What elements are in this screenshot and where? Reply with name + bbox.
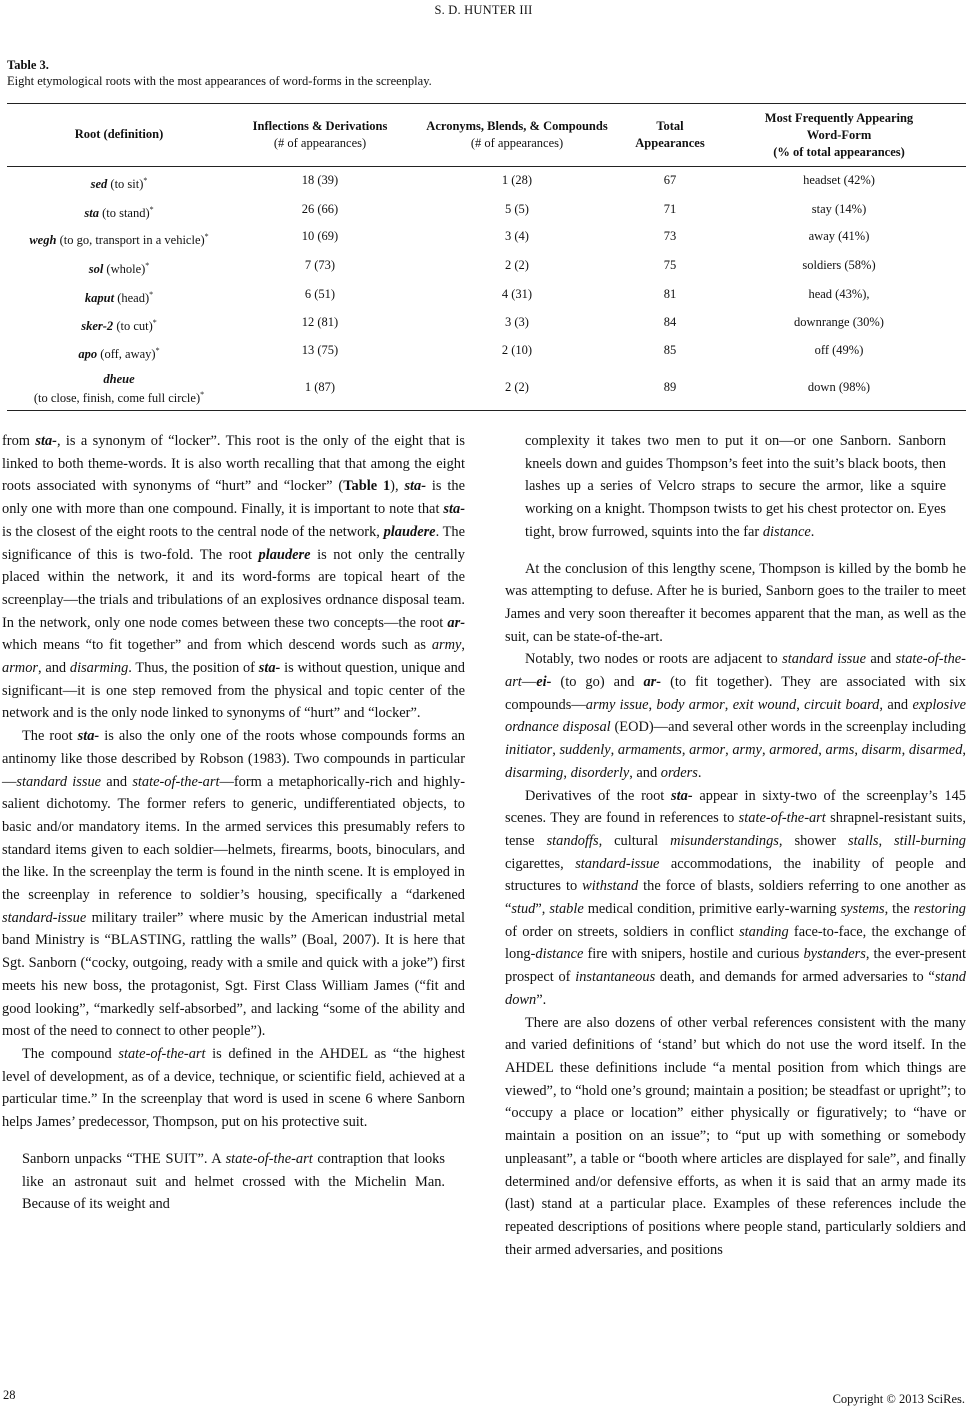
cell-most-frequent: down (98%) <box>807 380 871 394</box>
cell-compounds: 2 (10) <box>501 343 533 357</box>
header-acronyms-line2: (# of appearances) <box>470 136 564 150</box>
footnote-mark: * <box>149 290 154 299</box>
cell-inflections: 7 (73) <box>304 258 336 272</box>
root-term: sta <box>84 206 99 221</box>
header-most-line3: (% of total appearances) <box>773 145 905 159</box>
cell-compounds: 1 (28) <box>501 173 533 187</box>
table-rule-bottom <box>7 410 966 411</box>
table-rule-top <box>7 103 966 104</box>
cell-inflections: 13 (75) <box>301 343 339 357</box>
footnote-mark: * <box>145 261 150 270</box>
root-definition: (whole) <box>103 262 146 277</box>
root-term: wegh <box>29 233 57 248</box>
root-definition: (head) <box>114 291 150 306</box>
cell-inflections: 12 (81) <box>301 315 339 329</box>
header-acronyms-line1: Acronyms, Blends, & Compounds <box>426 119 608 133</box>
header-total <box>624 118 716 152</box>
header-most-line2: Word-Form <box>806 128 872 142</box>
cell-compounds: 5 (5) <box>505 202 529 216</box>
cell-total: 73 <box>663 229 677 243</box>
cell-most-frequent: headset (42%) <box>803 173 875 187</box>
cell-inflections: 18 (39) <box>301 173 339 187</box>
cell-root <box>7 315 231 334</box>
right-block-quote: complexity it takes two men to put it on—or one Sanborn. Sanborn kneels down and guides Thompson’s feet into the suit’s black boots, then lashes up a series of Velcro straps to secure the armor, like a squire working on a knight. Thompson twists to get his chest protector on. Eyes tight, brow furrowed, squints into the far distance. <box>525 433 946 540</box>
footnote-mark: * <box>204 232 209 241</box>
cell-total: 71 <box>663 202 677 216</box>
cell-root <box>7 202 231 221</box>
footnote-mark: * <box>200 390 205 399</box>
root-term: kaput <box>84 291 115 306</box>
left-column <box>2 430 465 1216</box>
table-rule-mid <box>7 166 966 167</box>
root-term: sol <box>88 262 104 277</box>
cell-total: 85 <box>663 343 677 357</box>
cell-total: 84 <box>663 315 677 329</box>
header-most-frequent <box>712 110 966 161</box>
root-definition: (to sit) <box>107 177 144 192</box>
right-paragraph-3: Derivatives of the root sta- appear in sixty-two of the screenplay’s 145 scenes. They are found in references to state-of-the-art shrapnel-resistant suits, tense standoffs, cultural misunderstandings, shower stalls, still-burning cigarettes, standard-issue accommodations, the inability of people and structures to withstand the force of blasts, soldiers referring to one another as “stud”, stable medical condition, primitive early-warning systems, the restoring of order on streets, soldiers in conflict standing face-to-face, the exchange of long-distance fire with snipers, hostile and curious bystanders, the ever-present prospect of instantaneous death, and demands for armed adversaries to “stand down”. <box>505 787 967 1008</box>
cell-total: 67 <box>663 173 677 187</box>
cell-root <box>7 229 231 248</box>
header-inflections-line2: (# of appearances) <box>273 136 367 150</box>
footnote-mark: * <box>152 318 157 327</box>
root-term: sker-2 <box>81 319 114 334</box>
left-paragraph-3: The compound state-of-the-art is defined in the AHDEL as “the highest level of development, as of a device, technique, or scientific field, achieved at a particular time.” In the screenplay that word is used in scene 6 where Sanborn helps James’ predecessor, Thompson, put on his protective suit. <box>2 1045 465 1131</box>
cell-root <box>7 287 231 306</box>
cell-most-frequent: away (41%) <box>808 229 870 243</box>
header-inflections <box>232 118 408 152</box>
left-block-quote: Sanborn unpacks “THE SUIT”. A state-of-the-art contraption that looks like an astronaut suit and helmet crossed with the Michelin Man. Because of its weight and <box>22 1150 445 1213</box>
running-head: S. D. HUNTER III <box>434 3 533 17</box>
cell-inflections: 10 (69) <box>301 229 339 243</box>
cell-most-frequent: stay (14%) <box>811 202 867 216</box>
cell-compounds: 2 (2) <box>505 258 529 272</box>
cell-compounds: 3 (3) <box>505 315 529 329</box>
left-paragraph-2: The root sta- is also the only one of the roots whose compounds forms an antinomy like those described by Robson (1983). Two compounds in particular—standard issue and state-of-the-art—form a metaphorically-rich and highly-salient dichotomy. The former refers to generic, undifferentiated objects, to basic and/or mandatory items. In the armed services this presumably refers to standard items given to each soldier—helmets, firearms, boots, binoculars, and the like. In the screenplay the term is found in the ninth scene. It is employed in the screenplay in reference to soldier’s housing, specifically a “darkened standard-issue military trailer” where music by the American industrial metal band Ministry is “BLASTING, rattling the walls” (Boal, 2007). It is here that Sgt. Sanborn (“cocky, outgoing, ready with a smile and quick with a joke”) first meets his new boss, the protagonist, Sgt. First Class William James (“fit and good looking”, “markedly self-absorbed”, and lacking “some of the ability and most of the need to connect to other people”). <box>2 728 465 1040</box>
right-paragraph-2: Notably, two nodes or roots are adjacent to standard issue and state-of-the-art—ei- (to go) and ar- (to fit together). They are associated with six compounds—army issue, body armor, exit wound, circuit board, and explosive ordnance disposal (EOD)—and several other words in the screenplay including initiator, suddenly, armaments, armor, army, armored, arms, disarm, disarmed, disarming, disorderly, and orders. <box>505 651 967 781</box>
header-total-line2: Appearances <box>635 136 705 150</box>
cell-total: 81 <box>663 287 677 301</box>
cell-most-frequent: downrange (30%) <box>794 315 884 329</box>
cell-most-frequent: off (49%) <box>814 343 864 357</box>
table-caption: Eight etymological roots with the most appearances of word-forms in the screenplay. <box>7 74 432 88</box>
root-definition: (off, away) <box>97 347 156 362</box>
header-inflections-line1: Inflections & Derivations <box>252 119 388 133</box>
footnote-mark: * <box>149 205 154 214</box>
cell-inflections: 1 (87) <box>304 380 336 394</box>
header-total-line1: Total <box>656 119 684 133</box>
header-root: Root (definition) <box>74 127 164 141</box>
cell-root <box>7 343 231 362</box>
cell-most-frequent: head (43%), <box>808 287 870 301</box>
right-paragraph-1: At the conclusion of this lengthy scene, Thompson is killed by the bomb he was attempting to defuse. After he is buried, Sanborn goes to the trailer to meet James and very soon thereafter it becomes apparent that the man, as well as the suit, can be state-of-the-art. <box>505 560 966 645</box>
root-definition: (to close, finish, come full circle) <box>33 391 201 406</box>
root-definition: (to stand) <box>98 206 150 221</box>
cell-total: 75 <box>663 258 677 272</box>
cell-inflections: 26 (66) <box>301 202 339 216</box>
root-term: sed <box>90 177 108 192</box>
right-column <box>505 430 966 1261</box>
root-definition: (to go, transport in a vehicle) <box>56 233 205 248</box>
cell-compounds: 2 (2) <box>505 380 529 394</box>
cell-inflections: 6 (51) <box>304 287 336 301</box>
cell-compounds: 4 (31) <box>501 287 533 301</box>
page-number: 28 <box>3 1388 16 1402</box>
cell-compounds: 3 (4) <box>505 229 529 243</box>
root-term: apo <box>78 347 98 362</box>
cell-root <box>7 173 231 192</box>
header-most-line1: Most Frequently Appearing <box>764 111 914 125</box>
root-term: dheue <box>103 372 135 386</box>
footnote-mark: * <box>155 346 160 355</box>
cell-root <box>7 258 231 277</box>
cell-total: 89 <box>663 380 677 394</box>
table-label: Table 3. <box>7 58 49 72</box>
root-definition: (to cut) <box>113 319 153 334</box>
cell-most-frequent: soldiers (58%) <box>802 258 876 272</box>
right-paragraph-4: There are also dozens of other verbal references consistent with the many and varied definitions of ‘stand’ but which do not use the word itself. In the AHDEL these definitions include “a mental position from which things are viewed”, to “hold one’s ground; maintain a position; be steadfast or upright”; to “occupy a place or location” either physically or figuratively; to “have or maintain a position on an issue”; to “put up with something or somebody unpleasant”, a table or “booth where articles are displayed for sale”, and finally determined and/or defensive efforts, as when it is said that an army made its (last) stand at a particular place. Examples of these references include the repeated descriptions of positions where people stand, particularly soldiers and their armed adversaries, and positions <box>505 1014 966 1258</box>
copyright-notice: Copyright © 2013 SciRes. <box>832 1392 965 1406</box>
header-acronyms <box>408 118 626 152</box>
footnote-mark: * <box>143 176 148 185</box>
left-paragraph-1: from sta-, is a synonym of “locker”. This root is the only of the eight that is linked to both theme-words. It is also worth recalling that that among the eight roots associated with synonyms of “hurt” and “locker” (Table 1), sta- is the only one with more than one compound. Finally, it is important to note that sta- is the closest of the eight roots to the central node of the network, plaudere. The significance of this is two-fold. The root plaudere is not only the centrally placed within the network, it and its word-forms are topical heart of the screenplay—the trials and tribulations of an explosives ordnance disposal team. In the network, only one node comes between these two concepts—the root ar- which means “to fit together” and from which descend words such as army, armor, and disarming. Thus, the position of sta- is without question, unique and significant—it is one step removed from the physical and topic center of the network and is the only node linked to synonyms of “hurt” and “locker”. <box>2 433 466 722</box>
cell-root <box>7 372 231 406</box>
